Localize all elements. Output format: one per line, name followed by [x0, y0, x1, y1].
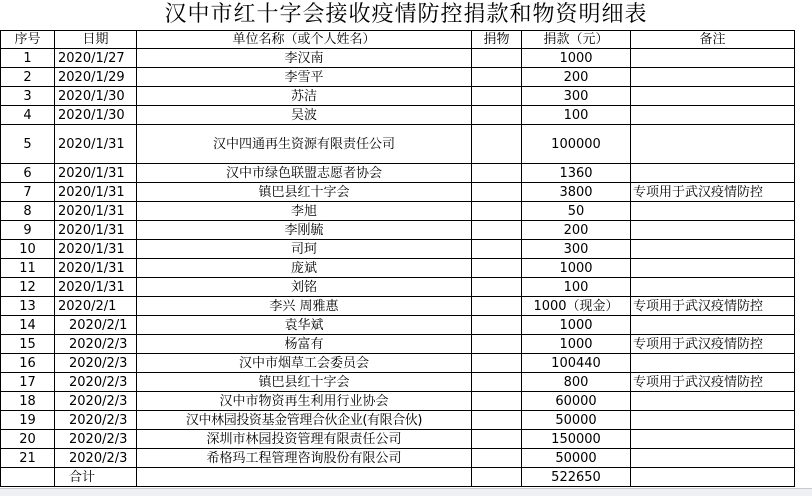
row-amount-cell: 1000: [522, 259, 631, 278]
total-amount-cell: 522650: [522, 468, 631, 487]
total-goods-cell: [472, 468, 522, 487]
row-amount-cell: 1000: [522, 335, 631, 354]
row-no-cell: 10: [1, 240, 55, 259]
row-amount-cell: 100: [522, 106, 631, 125]
row-name-cell: 李旭: [137, 202, 472, 221]
row-goods-cell: [472, 259, 522, 278]
row-goods-cell: [472, 68, 522, 87]
row-goods-cell: [472, 373, 522, 392]
row-note-cell: [631, 411, 795, 430]
row-goods-cell: [472, 221, 522, 240]
row-note-cell: [631, 202, 795, 221]
row-date-cell: 2020/2/3: [55, 430, 137, 449]
row-no-cell: 5: [1, 125, 55, 164]
sheet-title: 汉中市红十字会接收疫情防控捐款和物资明细表: [164, 2, 648, 27]
row-name-cell: 汉中市绿色联盟志愿者协会: [137, 164, 472, 183]
row-note-cell: [631, 259, 795, 278]
row-amount-cell: 300: [522, 240, 631, 259]
total-blank-cell: [1, 468, 55, 487]
row-date-cell: 2020/1/27: [55, 49, 137, 68]
row-amount-cell: 100000: [522, 125, 631, 164]
row-no-cell: 13: [1, 297, 55, 316]
row-date-cell: 2020/2/3: [55, 354, 137, 373]
table-row: [1, 164, 795, 183]
row-no-cell: 14: [1, 316, 55, 335]
row-date-cell: 2020/2/3: [55, 449, 137, 468]
row-note-cell: 专项用于武汉疫情防控: [631, 335, 795, 354]
row-no-cell: 19: [1, 411, 55, 430]
row-no-cell: 1: [1, 49, 55, 68]
table-row: [1, 49, 795, 68]
table-row: [1, 221, 795, 240]
row-no-cell: 17: [1, 373, 55, 392]
row-no-cell: 11: [1, 259, 55, 278]
row-note-cell: [631, 87, 795, 106]
row-no-cell: 16: [1, 354, 55, 373]
table-row: [1, 316, 795, 335]
row-note-cell: [631, 449, 795, 468]
header-cell-amount: 捐款（元）: [522, 31, 631, 49]
row-name-cell: 庞斌: [137, 259, 472, 278]
row-note-cell: [631, 278, 795, 297]
row-goods-cell: [472, 125, 522, 164]
row-amount-cell: 200: [522, 68, 631, 87]
row-note-cell: 专项用于武汉疫情防控: [631, 373, 795, 392]
row-amount-cell: 1000: [522, 316, 631, 335]
row-amount-cell: 50: [522, 202, 631, 221]
row-name-cell: 吴波: [137, 106, 472, 125]
row-amount-cell: 100: [522, 278, 631, 297]
header-cell-name: 单位名称（或个人姓名）: [137, 31, 472, 49]
row-goods-cell: [472, 183, 522, 202]
row-note-cell: [631, 392, 795, 411]
row-name-cell: 刘铭: [137, 278, 472, 297]
row-goods-cell: [472, 87, 522, 106]
row-goods-cell: [472, 449, 522, 468]
table-row: [1, 392, 795, 411]
row-date-cell: 2020/1/31: [55, 240, 137, 259]
row-name-cell: 苏洁: [137, 87, 472, 106]
table-row: [1, 430, 795, 449]
row-date-cell: 2020/1/31: [55, 125, 137, 164]
row-name-cell: 汉中林园投资基金管理合伙企业(有限合伙): [137, 411, 472, 430]
total-name-cell: [137, 468, 472, 487]
row-amount-cell: 1000（现金）: [522, 297, 631, 316]
table-row: [1, 335, 795, 354]
row-name-cell: 汉中市烟草工会委员会: [137, 354, 472, 373]
row-no-cell: 6: [1, 164, 55, 183]
row-goods-cell: [472, 297, 522, 316]
row-no-cell: 8: [1, 202, 55, 221]
row-name-cell: 汉中四通再生资源有限责任公司: [137, 125, 472, 164]
header-cell-date: 日期: [55, 31, 137, 49]
table-row: [1, 68, 795, 87]
row-note-cell: [631, 106, 795, 125]
row-date-cell: 2020/1/31: [55, 183, 137, 202]
row-date-cell: 2020/1/31: [55, 278, 137, 297]
row-amount-cell: 300: [522, 87, 631, 106]
table-row: [1, 183, 795, 202]
table-row: [1, 202, 795, 221]
header-cell-note: 备注: [631, 31, 795, 49]
row-date-cell: 2020/2/1: [55, 297, 137, 316]
table-row: [1, 411, 795, 430]
row-name-cell: 镇巴县红十字会: [137, 373, 472, 392]
row-goods-cell: [472, 106, 522, 125]
header-cell-goods: 捐物: [472, 31, 522, 49]
row-name-cell: 司珂: [137, 240, 472, 259]
row-no-cell: 15: [1, 335, 55, 354]
row-note-cell: [631, 221, 795, 240]
row-goods-cell: [472, 316, 522, 335]
row-no-cell: 7: [1, 183, 55, 202]
row-name-cell: 李兴 周雅惠: [137, 297, 472, 316]
row-name-cell: 袁华斌: [137, 316, 472, 335]
table-row: [1, 106, 795, 125]
row-amount-cell: 150000: [522, 430, 631, 449]
row-goods-cell: [472, 240, 522, 259]
row-amount-cell: 50000: [522, 449, 631, 468]
row-amount-cell: 50000: [522, 411, 631, 430]
row-no-cell: 9: [1, 221, 55, 240]
row-no-cell: 18: [1, 392, 55, 411]
row-amount-cell: 800: [522, 373, 631, 392]
row-goods-cell: [472, 202, 522, 221]
row-goods-cell: [472, 430, 522, 449]
table-row: [1, 125, 795, 164]
row-name-cell: 李汉南: [137, 49, 472, 68]
row-no-cell: 12: [1, 278, 55, 297]
table-row: [1, 354, 795, 373]
row-date-cell: 2020/1/31: [55, 164, 137, 183]
row-goods-cell: [472, 278, 522, 297]
row-note-cell: [631, 354, 795, 373]
row-amount-cell: 1360: [522, 164, 631, 183]
row-name-cell: 深圳市林园投资管理有限责任公司: [137, 430, 472, 449]
row-note-cell: 专项用于武汉疫情防控: [631, 183, 795, 202]
row-date-cell: 2020/2/3: [55, 411, 137, 430]
table-row: [1, 297, 795, 316]
row-date-cell: 2020/1/29: [55, 68, 137, 87]
table-row: [1, 373, 795, 392]
row-name-cell: 杨富有: [137, 335, 472, 354]
total-note-cell: [631, 468, 795, 487]
row-date-cell: 2020/1/31: [55, 221, 137, 240]
row-no-cell: 2: [1, 68, 55, 87]
row-amount-cell: 100440: [522, 354, 631, 373]
row-date-cell: 2020/2/3: [55, 392, 137, 411]
row-name-cell: 镇巴县红十字会: [137, 183, 472, 202]
row-note-cell: [631, 240, 795, 259]
row-amount-cell: 200: [522, 221, 631, 240]
row-date-cell: 2020/1/31: [55, 202, 137, 221]
table-row: [1, 278, 795, 297]
row-note-cell: [631, 68, 795, 87]
row-no-cell: 3: [1, 87, 55, 106]
row-no-cell: 21: [1, 449, 55, 468]
row-no-cell: 4: [1, 106, 55, 125]
row-goods-cell: [472, 411, 522, 430]
header-cell-no: 序号: [1, 31, 55, 49]
row-date-cell: 2020/2/3: [55, 373, 137, 392]
header-row: [1, 31, 795, 49]
row-name-cell: 汉中市物资再生利用行业协会: [137, 392, 472, 411]
row-date-cell: 2020/1/30: [55, 106, 137, 125]
row-date-cell: 2020/1/31: [55, 259, 137, 278]
row-date-cell: 2020/1/30: [55, 87, 137, 106]
row-name-cell: 李雪平: [137, 68, 472, 87]
row-amount-cell: 3800: [522, 183, 631, 202]
row-note-cell: [631, 430, 795, 449]
row-no-cell: 20: [1, 430, 55, 449]
row-amount-cell: 1000: [522, 49, 631, 68]
donation-table: [0, 30, 795, 487]
row-name-cell: 李刚毓: [137, 221, 472, 240]
table-row: [1, 259, 795, 278]
row-goods-cell: [472, 392, 522, 411]
row-note-cell: [631, 164, 795, 183]
total-label-cell: 合计: [55, 468, 137, 487]
row-goods-cell: [472, 164, 522, 183]
row-note-cell: [631, 125, 795, 164]
row-amount-cell: 60000: [522, 392, 631, 411]
table-row: [1, 240, 795, 259]
row-note-cell: [631, 49, 795, 68]
row-date-cell: 2020/2/1: [55, 316, 137, 335]
row-note-cell: [631, 316, 795, 335]
row-goods-cell: [472, 335, 522, 354]
table-row: [1, 87, 795, 106]
table-row: [1, 449, 795, 468]
row-goods-cell: [472, 354, 522, 373]
row-goods-cell: [472, 49, 522, 68]
row-date-cell: 2020/2/3: [55, 335, 137, 354]
row-name-cell: 希格玛工程管理咨询股份有限公司: [137, 449, 472, 468]
total-row: [1, 468, 795, 487]
row-note-cell: 专项用于武汉疫情防控: [631, 297, 795, 316]
